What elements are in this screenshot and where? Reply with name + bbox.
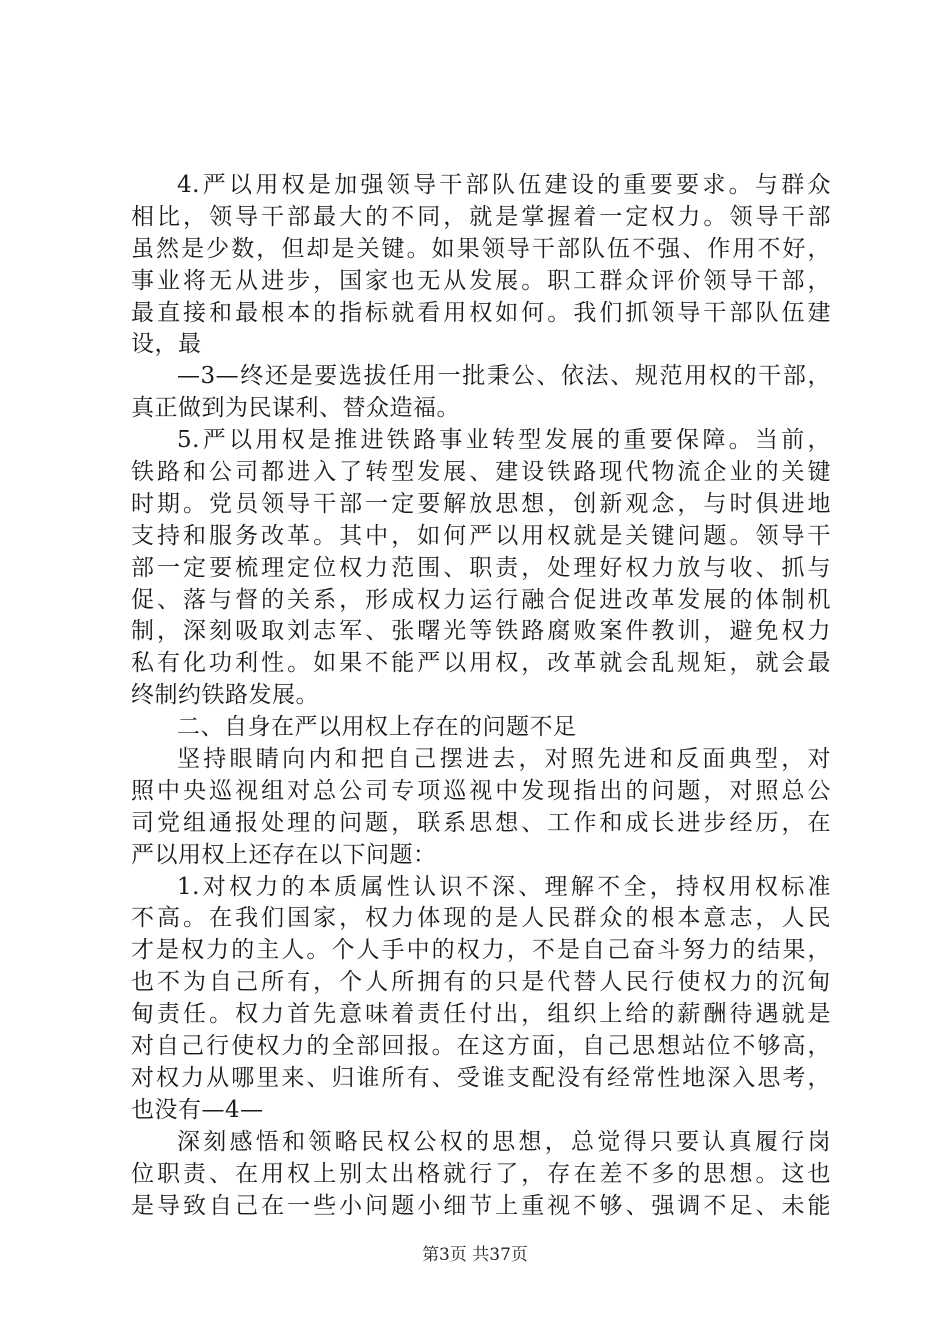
page-footer: 第3页 共37页: [422, 1245, 528, 1265]
text-line: 制，深刻吸取刘志军、张曙光等铁路腐败案件教训，避免权力: [131, 618, 831, 645]
text-line: 设，最: [131, 331, 202, 358]
text-line: 甸责任。权力首先意味着责任付出，组织上给的薪酬待遇就是: [131, 1001, 831, 1028]
text-line: 位职责、在用权上别太出格就行了，存在差不多的思想。这也: [131, 1160, 831, 1187]
text-line: 最直接和最根本的指标就看用权如何。我们抓领导干部队伍建: [131, 299, 831, 326]
text-line: 5.严以用权是推进铁路事业转型发展的重要保障。当前，: [177, 427, 831, 454]
text-line: 二、自身在严以用权上存在的问题不足: [177, 714, 577, 741]
text-line: 真正做到为民谋利、替众造福。: [131, 395, 460, 422]
text-line: 是导致自己在一些小问题小细节上重视不够、强调不足、未能: [131, 1192, 831, 1219]
text-line: 对自己行使权力的全部回报。在这方面，自己思想站位不够高，: [131, 1033, 831, 1060]
text-line: 1.对权力的本质属性认识不深、理解不全，持权用权标准: [177, 873, 831, 900]
text-line: 也没有—4—: [131, 1096, 264, 1123]
text-line: 4.严以用权是加强领导干部队伍建设的重要要求。与群众: [177, 172, 831, 198]
text-line: 终制约铁路发展。: [131, 682, 319, 709]
text-line: 私有化功利性。如果不能严以用权，改革就会乱规矩，就会最: [131, 650, 831, 677]
text-line: 促、落与督的关系，形成权力运行融合促进改革发展的体制机: [131, 586, 831, 613]
text-line: 坚持眼睛向内和把自己摆进去，对照先进和反面典型，对: [177, 746, 831, 773]
text-line: 相比，领导干部最大的不同，就是掌握着一定权力。领导干部: [131, 203, 831, 230]
text-line: 严以用权上还存在以下问题：: [131, 841, 437, 868]
text-line: 时期。党员领导干部一定要解放思想，创新观念，与时俱进地: [131, 490, 831, 517]
text-line: 对权力从哪里来、归谁所有、受谁支配没有经常性地深入思考，: [131, 1064, 831, 1091]
text-line: 不高。在我们国家，权力体现的是人民群众的根本意志，人民: [131, 905, 831, 932]
document-body: [131, 170, 831, 1222]
text-line: 才是权力的主人。个人手中的权力，不是自己奋斗努力的结果，: [131, 937, 831, 964]
text-line: 司党组通报处理的问题，联系思想、工作和成长进步经历，在: [131, 809, 831, 836]
text-line: 也不为自己所有，个人所拥有的只是代替人民行使权力的沉甸: [131, 969, 831, 996]
text-line: 深刻感悟和领略民权公权的思想，总觉得只要认真履行岗: [177, 1128, 831, 1155]
text-line: 支持和服务改革。其中，如何严以用权就是关键问题。领导干: [131, 522, 831, 549]
text-line: 虽然是少数，但却是关键。如果领导干部队伍不强、作用不好，: [131, 235, 831, 262]
text-line: 部一定要梳理定位权力范围、职责，处理好权力放与收、抓与: [131, 554, 831, 581]
text-line: 铁路和公司都进入了转型发展、建设铁路现代物流企业的关键: [131, 459, 831, 486]
text-line: 照中央巡视组对总公司专项巡视中发现指出的问题，对照总公: [131, 777, 831, 804]
text-line: —3—终还是要选拔任用一批秉公、依法、规范用权的干部，: [177, 363, 831, 390]
text-line: 事业将无从进步，国家也无从发展。职工群众评价领导干部，: [131, 267, 831, 294]
